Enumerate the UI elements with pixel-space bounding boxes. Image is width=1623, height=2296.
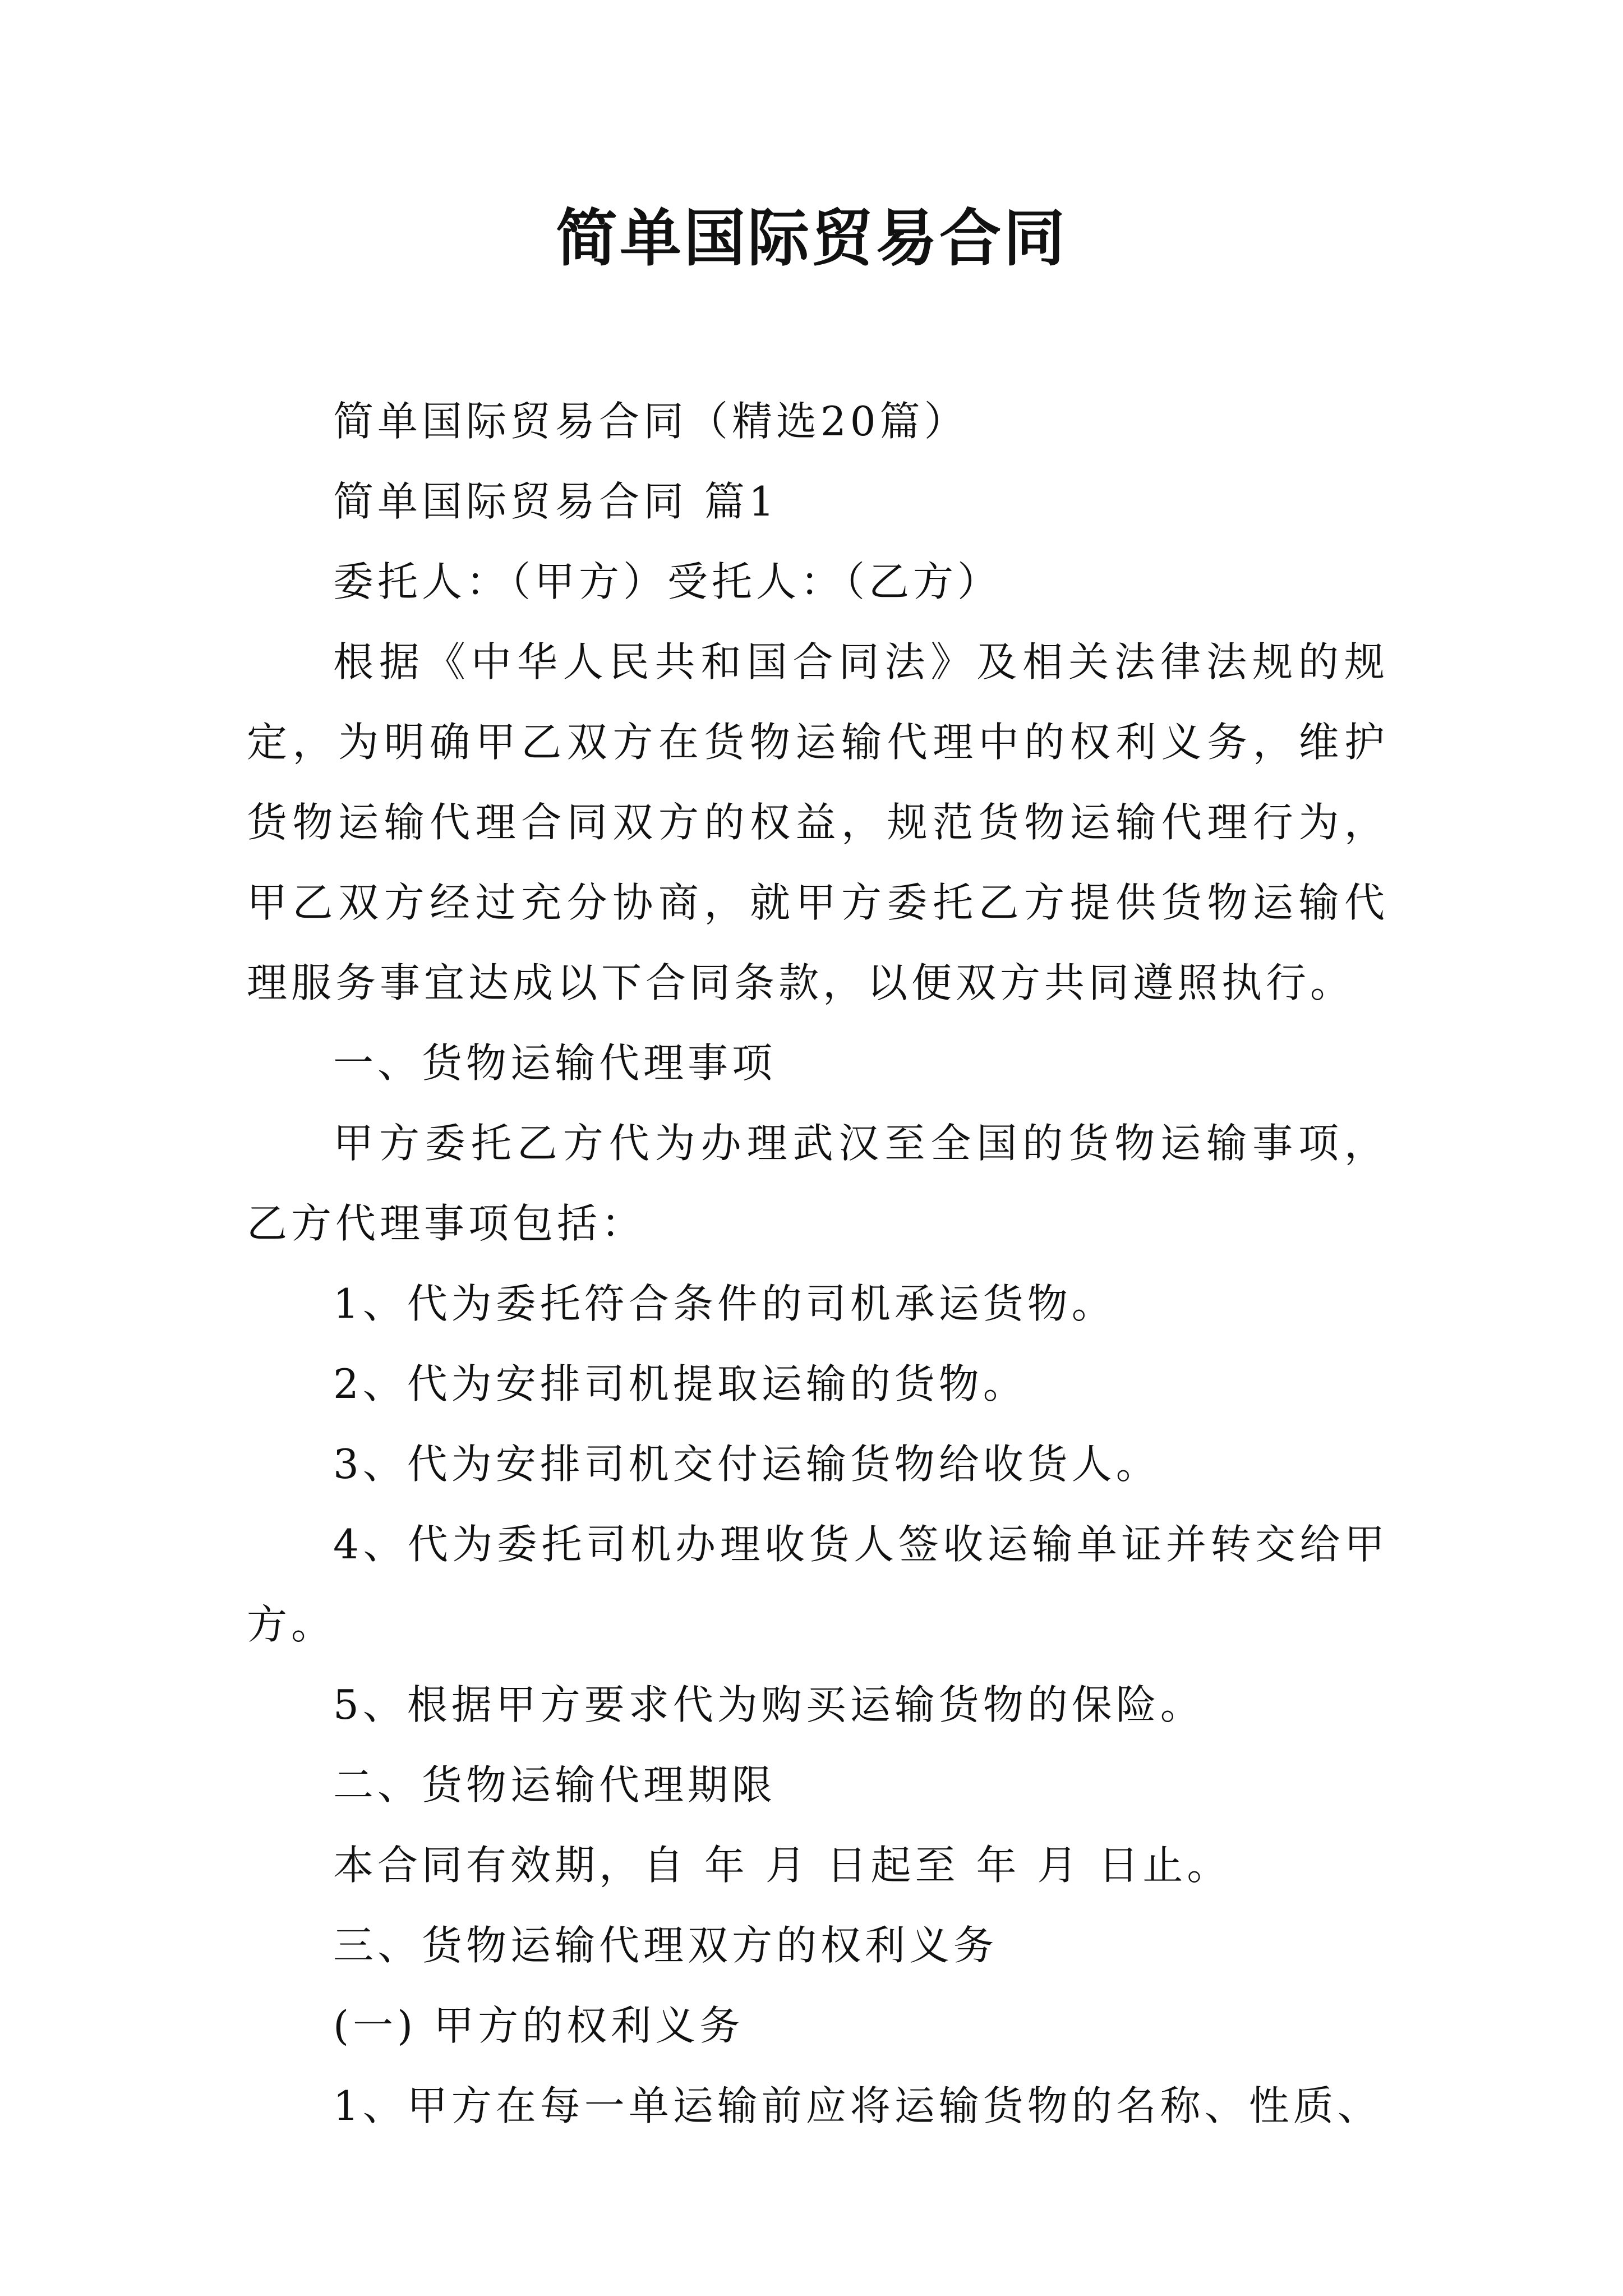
document-title: 简单国际贸易合同 — [556, 203, 1067, 274]
paragraph-preamble: 根据《中华人民共和国合同法》及相关法律法规的规定，为明确甲乙双方在货物运输代理中的权利义务，维护货物运输代理合同双方的权益，规范货物运输代理行为，甲乙双方经过充分协商，就甲方委托乙方提供货物运输代理服务事宜达成以下合同条款，以便双方共同遵照执行。 — [247, 638, 1389, 1006]
list-item: 3、代为安排司机交付运输货物给收货人。 — [333, 1441, 1160, 1488]
list-item: 1、甲方在每一单运输前应将运输货物的名称、性质、 — [333, 2082, 1382, 2129]
list-item: 4、代为委托司机办理收货人签收运输单证并转交给甲方。 — [247, 1521, 1389, 1648]
paragraph-subtitle: 简单国际贸易合同（精选20篇） — [333, 398, 969, 445]
paragraph-subheading: (一) 甲方的权利义务 — [333, 2002, 744, 2049]
list-item: 1、代为委托符合条件的司机承运货物。 — [333, 1280, 1116, 1327]
list-item: 2、代为安排司机提取运输的货物。 — [333, 1360, 1027, 1407]
paragraph-clause-1-intro: 甲方委托乙方代为办理武汉至全国的货物运输事项，乙方代理事项包括： — [247, 1120, 1389, 1247]
paragraph-clause-heading-2: 二、货物运输代理期限 — [333, 1761, 777, 1809]
paragraph-term: 本合同有效期，自 年 月 日起至 年 月 日止。 — [333, 1842, 1232, 1889]
paragraph-clause-heading-3: 三、货物运输代理双方的权利义务 — [333, 1922, 998, 1969]
list-item: 5、根据甲方要求代为购买运输货物的保险。 — [333, 1681, 1205, 1728]
paragraph-parties: 委托人：（甲方）受托人：（乙方） — [333, 558, 1002, 605]
paragraph-clause-heading-1: 一、货物运输代理事项 — [333, 1039, 777, 1087]
document-body — [247, 381, 1389, 2146]
paragraph-section-heading: 简单国际贸易合同 篇1 — [333, 478, 778, 525]
